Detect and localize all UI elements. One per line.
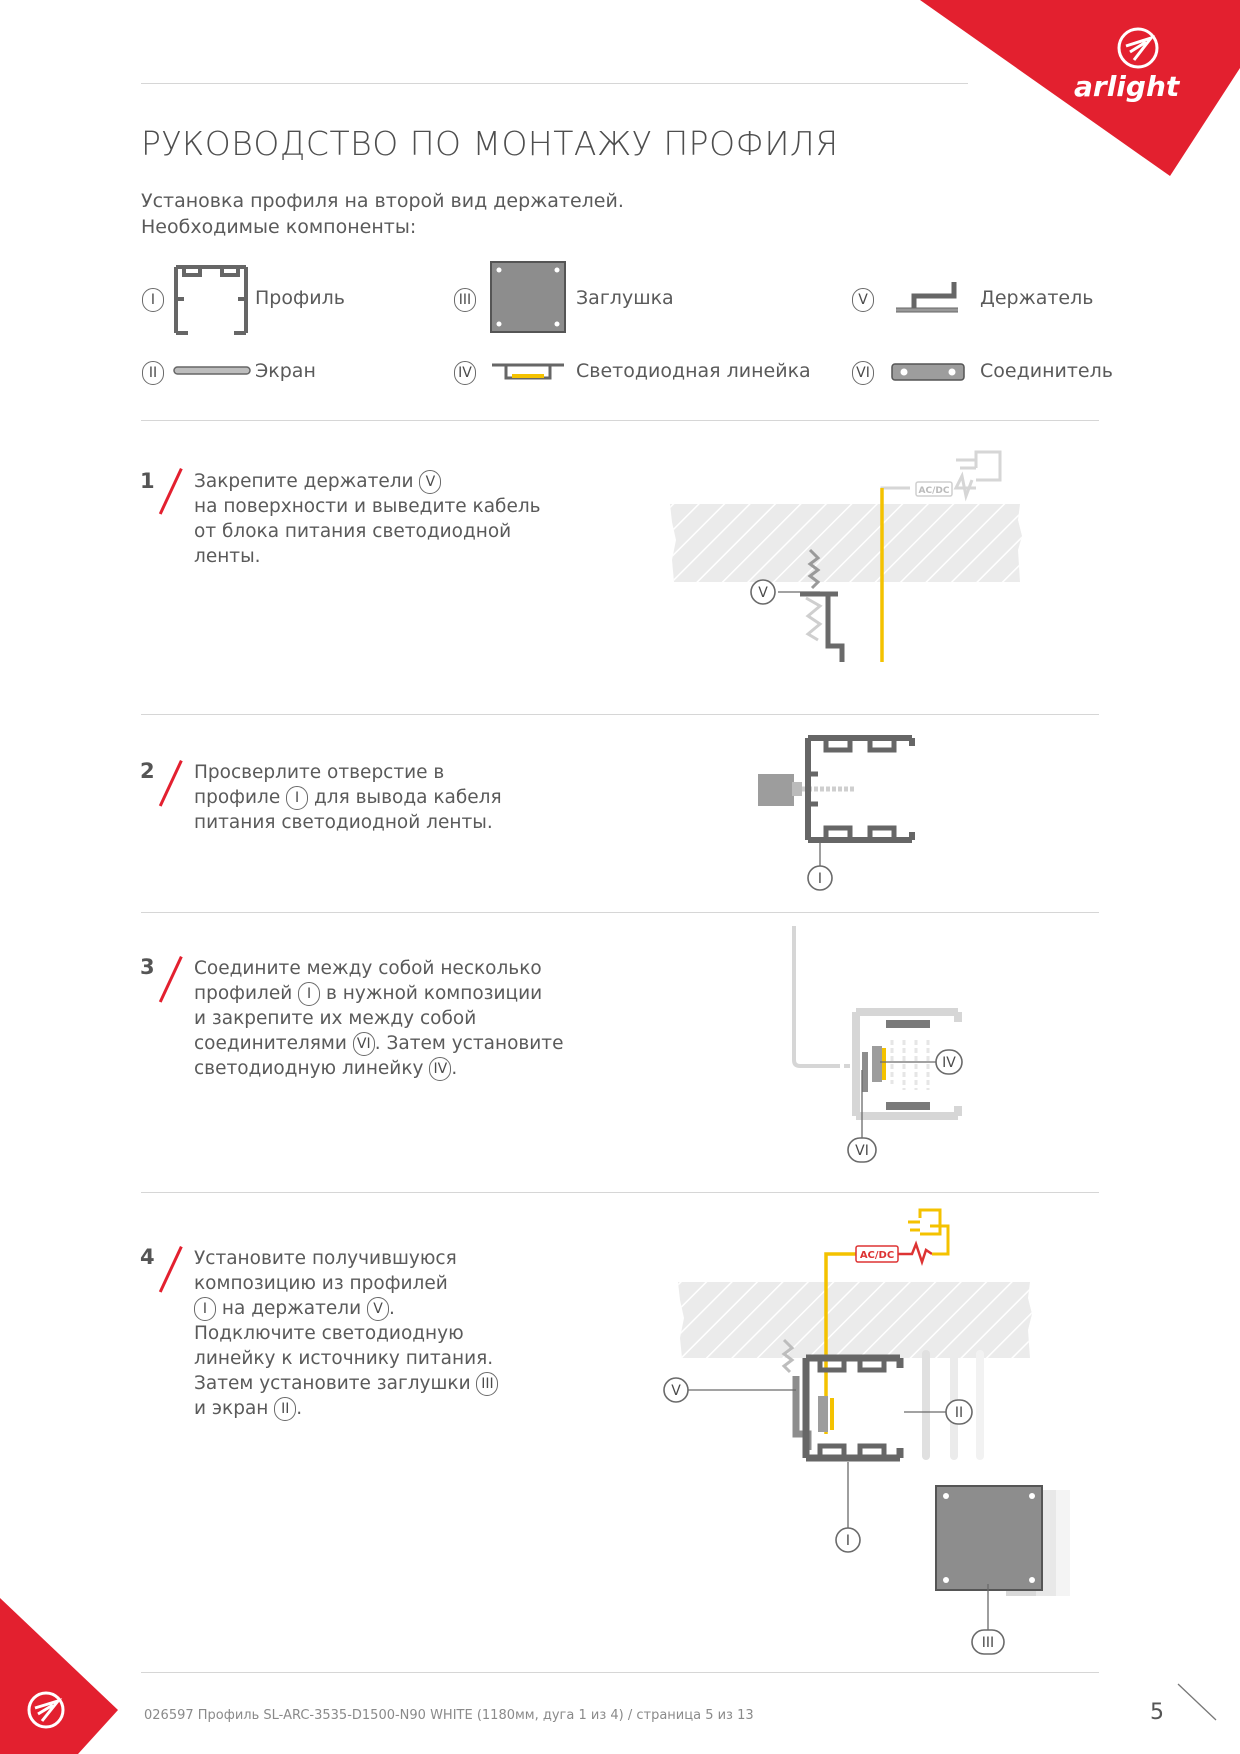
component-ref-marker: IV	[429, 1057, 451, 1081]
component-ref-marker: V	[367, 1297, 389, 1321]
step-number: 4	[140, 1245, 155, 1269]
acdc-label: AC/DC	[918, 486, 950, 496]
step-4-diagram	[660, 1200, 1110, 1660]
callout-i	[808, 866, 832, 890]
step-line-text: .	[296, 1398, 303, 1419]
component-label: Заглушка	[576, 287, 674, 309]
step-slash	[159, 760, 183, 807]
step-line	[194, 1346, 498, 1371]
step-line-text: композицию из профилей	[194, 1273, 448, 1294]
component-ref-marker: I	[286, 786, 308, 810]
component-marker: I	[142, 288, 164, 312]
step-line-text: профилей	[194, 983, 299, 1004]
step-line-text: Затем установите заглушки	[194, 1373, 477, 1394]
step-line-text: питания светодиодной ленты.	[194, 812, 493, 833]
component-ref-marker: II	[274, 1397, 296, 1421]
footer-divider	[141, 1672, 1099, 1673]
step-line-text: и закрепите их между собой	[194, 1008, 477, 1029]
step-line-text: Подключите светодиодную	[194, 1323, 464, 1344]
callout-v	[664, 1378, 688, 1402]
step-line	[194, 519, 541, 544]
step-line	[194, 1031, 563, 1056]
step-line	[194, 469, 541, 494]
acdc-label: AC/DC	[859, 1250, 895, 1261]
step-3-divider	[141, 1192, 1099, 1193]
callout-vi	[848, 1138, 876, 1162]
step-number: 1	[140, 469, 155, 493]
component-label: Светодиодная линейка	[576, 360, 811, 382]
holder-icon	[892, 278, 964, 318]
step-slash	[159, 1246, 183, 1293]
component-marker: II	[142, 361, 164, 385]
svg-text:IV: IV	[942, 1055, 956, 1071]
intro	[141, 188, 624, 240]
step-line	[194, 1321, 498, 1346]
callout-iii	[972, 1630, 1004, 1654]
brand-corner-bottom	[0, 1598, 120, 1754]
step-line	[194, 810, 502, 835]
connector-icon	[890, 361, 966, 383]
screen-icon	[172, 364, 252, 378]
step-line	[194, 785, 502, 810]
step-1-divider	[141, 714, 1099, 715]
svg-text:I: I	[845, 1533, 851, 1549]
page-corner-slash	[1176, 1682, 1218, 1722]
step-line-text: Установите получившуюся	[194, 1248, 457, 1269]
components-divider	[141, 420, 1099, 421]
top-divider	[141, 83, 968, 84]
step-line	[194, 1246, 498, 1271]
step-line	[194, 1296, 498, 1321]
intro-line-2: Необходимые компоненты:	[141, 216, 417, 238]
component-marker: III	[454, 288, 476, 312]
step-line	[194, 1396, 498, 1421]
step-line-text: от блока питания светодиодной	[194, 521, 512, 542]
step-line	[194, 956, 563, 981]
end-cap-icon	[488, 259, 568, 335]
svg-text:II: II	[954, 1405, 964, 1421]
step-line-text: Просверлите отверстие в	[194, 762, 445, 783]
brand-corner-top	[920, 0, 1240, 176]
step-3-diagram	[780, 920, 980, 1170]
step-text	[194, 956, 563, 1081]
step-line-text: ленты.	[194, 546, 261, 567]
step-line-text: светодиодную линейку	[194, 1058, 430, 1079]
step-1-diagram	[660, 440, 1100, 670]
footer-text: 026597 Профиль SL-ARC-3535-D1500-N90 WHITE (1180мм, дуга 1 из 4) / страница 5 из 13	[144, 1708, 754, 1723]
step-line-text: соединителями	[194, 1033, 353, 1054]
component-label: Соединитель	[980, 360, 1113, 382]
page-title: РУКОВОДСТВО ПО МОНТАЖУ ПРОФИЛЯ	[141, 124, 839, 163]
intro-line-1: Установка профиля на второй вид держателей.	[141, 190, 624, 212]
callout-iv	[936, 1050, 962, 1074]
step-line-text: на держатели	[216, 1298, 367, 1319]
drill-icon	[758, 774, 794, 806]
component-ref-marker: I	[194, 1297, 216, 1321]
led-strip-icon	[490, 362, 566, 384]
callout-v	[751, 580, 775, 604]
component-ref-marker: I	[298, 982, 320, 1006]
step-line	[194, 1006, 563, 1031]
step-text	[194, 469, 541, 569]
step-line-text: Соедините между собой несколько	[194, 958, 542, 979]
component-marker: V	[852, 288, 874, 312]
step-slash	[159, 468, 183, 515]
step-line-text: Закрепите держатели	[194, 471, 420, 492]
step-number: 2	[140, 759, 155, 783]
svg-text:I: I	[817, 871, 823, 887]
component-ref-marker: III	[476, 1372, 498, 1396]
step-line	[194, 760, 502, 785]
step-line	[194, 1371, 498, 1396]
step-line	[194, 1271, 498, 1296]
brand-name: arlight	[1074, 70, 1180, 103]
step-line-text: и экран	[194, 1398, 275, 1419]
component-label: Держатель	[980, 287, 1094, 309]
step-line-text: на поверхности и выведите кабель	[194, 496, 541, 517]
svg-text:V: V	[671, 1383, 681, 1399]
step-line-text: для вывода кабеля	[308, 787, 502, 808]
svg-text:V: V	[758, 585, 768, 601]
step-text	[194, 1246, 498, 1421]
component-marker: IV	[454, 361, 476, 385]
step-number: 3	[140, 955, 155, 979]
step-2-diagram	[750, 730, 930, 900]
step-text	[194, 760, 502, 835]
component-label: Экран	[255, 360, 316, 382]
step-line-text: в нужной композиции	[320, 983, 543, 1004]
component-marker: VI	[852, 361, 874, 385]
page-number: 5	[1150, 1700, 1164, 1725]
step-line-text: .	[389, 1298, 395, 1319]
callout-ii	[946, 1400, 972, 1424]
step-line-text: профиле	[194, 787, 287, 808]
callout-i	[836, 1528, 860, 1552]
step-line	[194, 1056, 563, 1081]
component-label: Профиль	[255, 287, 345, 309]
svg-text:III: III	[981, 1635, 995, 1651]
component-ref-marker: VI	[353, 1032, 375, 1056]
step-line	[194, 544, 541, 569]
step-line	[194, 494, 541, 519]
step-line-text: . Затем установите	[374, 1033, 564, 1054]
step-2-divider	[141, 912, 1099, 913]
profile-icon	[170, 259, 254, 339]
component-ref-marker: V	[419, 470, 441, 494]
step-line-text: .	[451, 1058, 458, 1079]
step-slash	[159, 956, 183, 1003]
svg-text:VI: VI	[855, 1143, 869, 1159]
step-line	[194, 981, 563, 1006]
step-line-text: линейку к источнику питания.	[194, 1348, 494, 1369]
